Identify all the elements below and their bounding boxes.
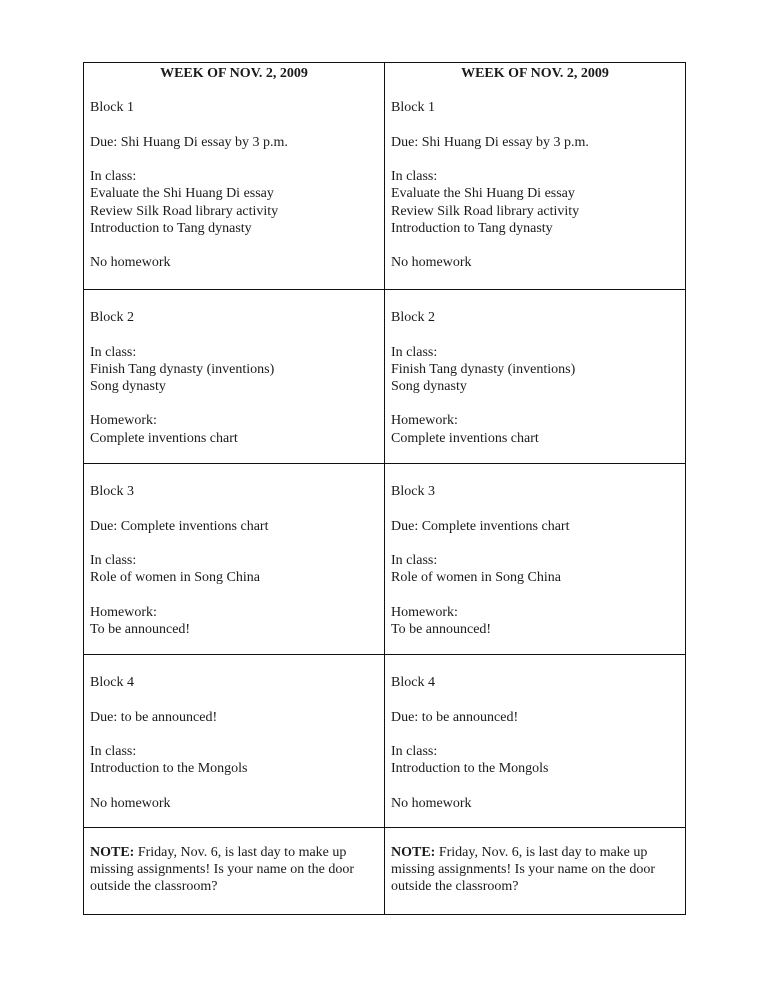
block-content	[90, 290, 378, 447]
spacer	[90, 237, 378, 254]
schedule-line: In class:	[391, 344, 438, 360]
schedule-line: In class:	[90, 344, 137, 360]
note-body: Friday, Nov. 6, is last day to make up missing assignments! Is your name on the door outside the classroom?	[90, 845, 355, 895]
schedule-line: Introduction to Tang dynasty	[391, 220, 553, 236]
schedule-line: Due: to be announced!	[391, 709, 519, 725]
schedule-line: Introduction to Tang dynasty	[90, 220, 252, 236]
schedule-line: Finish Tang dynasty (inventions)	[391, 361, 576, 377]
schedule-line: No homework	[90, 795, 171, 811]
schedule-line: Homework:	[391, 413, 458, 429]
block-content	[391, 464, 679, 638]
schedule-cell-right	[385, 655, 686, 828]
spacer	[90, 82, 378, 99]
schedule-line: Song dynasty	[391, 378, 467, 394]
schedule-line: Due: Complete inventions chart	[391, 518, 570, 534]
spacer	[90, 500, 378, 517]
note-cell-right	[385, 828, 686, 915]
block-content	[90, 655, 378, 812]
spacer	[90, 777, 378, 794]
note-label: NOTE:	[90, 845, 135, 860]
schedule-line: Song dynasty	[90, 378, 166, 394]
spacer	[90, 117, 378, 134]
block-content	[391, 655, 679, 812]
block-title: Block 3	[391, 484, 435, 500]
spacer	[90, 691, 378, 708]
schedule-line: Finish Tang dynasty (inventions)	[90, 361, 275, 377]
schedule-cell-left	[84, 63, 385, 290]
block-title: Block 1	[391, 100, 435, 116]
table-row	[84, 655, 686, 828]
schedule-line: Homework:	[90, 604, 157, 620]
schedule-line: Review Silk Road library activity	[391, 203, 580, 219]
schedule-line: Evaluate the Shi Huang Di essay	[90, 186, 274, 202]
spacer	[90, 657, 378, 674]
spacer	[391, 691, 679, 708]
spacer	[90, 326, 378, 343]
spacer	[90, 395, 378, 412]
spacer	[391, 395, 679, 412]
schedule-line: Evaluate the Shi Huang Di essay	[391, 186, 575, 202]
block-title: Block 3	[90, 484, 134, 500]
schedule-line: No homework	[90, 255, 171, 271]
spacer	[391, 500, 679, 517]
schedule-line: To be announced!	[90, 621, 191, 637]
schedule-line: In class:	[391, 743, 438, 759]
spacer	[391, 151, 679, 168]
spacer	[391, 726, 679, 743]
note-body: Friday, Nov. 6, is last day to make up missing assignments! Is your name on the door outside the classroom?	[391, 845, 656, 895]
spacer	[391, 586, 679, 603]
schedule-table	[83, 62, 686, 915]
spacer	[391, 535, 679, 552]
spacer	[391, 292, 679, 309]
table-row	[84, 290, 686, 464]
spacer	[90, 726, 378, 743]
schedule-line: In class:	[90, 552, 137, 568]
note-label: NOTE:	[391, 845, 436, 860]
schedule-line: Homework:	[90, 413, 157, 429]
spacer	[90, 535, 378, 552]
spacer	[391, 117, 679, 134]
block-content	[90, 464, 378, 638]
schedule-line: In class:	[90, 743, 137, 759]
block-title: Block 2	[391, 310, 435, 326]
schedule-line: Due: to be announced!	[90, 709, 218, 725]
schedule-cell-right	[385, 63, 686, 290]
spacer	[90, 586, 378, 603]
schedule-line: In class:	[90, 169, 137, 185]
schedule-line: Homework:	[391, 604, 458, 620]
block-content	[90, 63, 378, 271]
schedule-line: No homework	[391, 255, 472, 271]
schedule-line: Role of women in Song China	[391, 570, 561, 586]
block-title: Block 4	[391, 675, 435, 691]
table-row	[84, 828, 686, 915]
table-row	[84, 63, 686, 290]
schedule-line: Role of women in Song China	[90, 570, 260, 586]
schedule-line: Complete inventions chart	[391, 430, 539, 446]
schedule-line: Complete inventions chart	[90, 430, 238, 446]
spacer	[391, 466, 679, 483]
schedule-cell-right	[385, 464, 686, 655]
block-title: Block 2	[90, 310, 134, 326]
spacer	[391, 237, 679, 254]
schedule-line: Due: Shi Huang Di essay by 3 p.m.	[391, 134, 589, 150]
schedule-cell-right	[385, 290, 686, 464]
table-row	[84, 464, 686, 655]
block-title: Block 4	[90, 675, 134, 691]
schedule-line: In class:	[391, 169, 438, 185]
schedule-line: In class:	[391, 552, 438, 568]
schedule-cell-left	[84, 464, 385, 655]
schedule-cell-left	[84, 655, 385, 828]
schedule-line: Review Silk Road library activity	[90, 203, 279, 219]
schedule-line: Introduction to the Mongols	[90, 761, 248, 777]
block-title: Block 1	[90, 100, 134, 116]
block-content	[391, 63, 679, 271]
schedule-cell-left	[84, 290, 385, 464]
spacer	[391, 326, 679, 343]
spacer	[90, 466, 378, 483]
block-content	[391, 290, 679, 447]
spacer	[90, 292, 378, 309]
schedule-line: No homework	[391, 795, 472, 811]
spacer	[90, 151, 378, 168]
schedule-line: Due: Shi Huang Di essay by 3 p.m.	[90, 134, 288, 150]
spacer	[391, 657, 679, 674]
week-heading: WEEK OF NOV. 2, 2009	[160, 66, 308, 81]
schedule-line: To be announced!	[391, 621, 492, 637]
spacer	[391, 777, 679, 794]
note-paragraph	[90, 828, 378, 896]
schedule-line: Introduction to the Mongols	[391, 761, 549, 777]
week-heading: WEEK OF NOV. 2, 2009	[461, 66, 609, 81]
note-cell-left	[84, 828, 385, 915]
spacer	[391, 82, 679, 99]
schedule-line: Due: Complete inventions chart	[90, 518, 269, 534]
note-paragraph	[391, 828, 679, 896]
